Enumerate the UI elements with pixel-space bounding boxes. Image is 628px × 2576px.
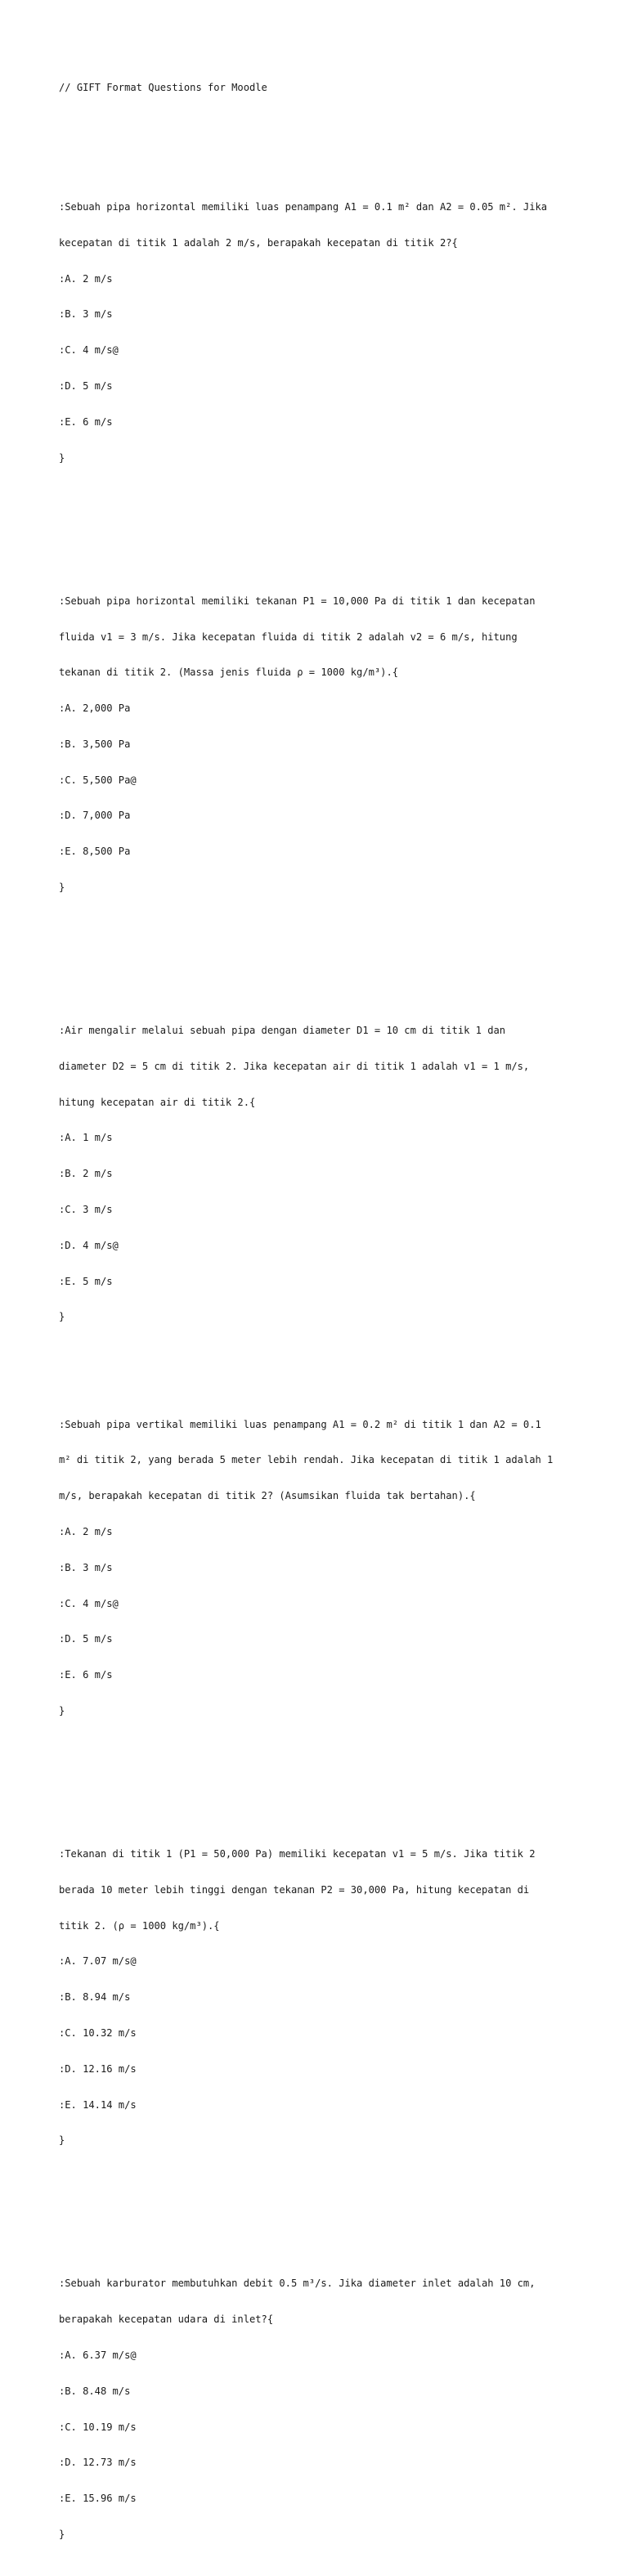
answer-option: :D. 5 m/s [59,1633,113,1645]
answer-option: :B. 3 m/s [59,1561,113,1573]
question-block [59,1395,582,1741]
question-stem-line: m/s, berapakah kecepatan di titik 2? (Asumsikan fluida tak bertahan).{ [59,1490,476,1502]
answer-option: :C. 3 m/s [59,1204,113,1215]
answer-option: :E. 15.96 m/s [59,2493,137,2505]
answer-option: :B. 8.48 m/s [59,2385,131,2397]
question-close-brace: } [59,1311,65,1323]
question-close-brace: } [59,2134,65,2147]
question-stem-line: :Tekanan di titik 1 (P1 = 50,000 Pa) memiliki kecepatan v1 = 5 m/s. Jika titik 2 [59,1848,536,1860]
answer-option: :D. 4 m/s@ [59,1239,119,1251]
answer-option: :A. 2,000 Pa [59,702,131,715]
answer-option: :E. 5 m/s [59,1275,113,1287]
question-block [59,572,582,918]
answer-option: :C. 5,500 Pa@ [59,774,137,786]
question-close-brace: } [59,1704,65,1717]
question-close-brace: } [59,451,65,464]
spacer [59,941,582,954]
question-stem-line: kecepatan di titik 1 adalah 2 m/s, berapakah kecepatan di titik 2?{ [59,236,458,249]
answer-option: :A. 6.37 m/s@ [59,2349,137,2361]
question-stem-line: :Sebuah pipa horizontal memiliki tekanan P1 = 10,000 Pa di titik 1 dan kecepatan [59,595,536,607]
question-stem-line: :Sebuah pipa vertikal memiliki luas penampang A1 = 0.2 m² di titik 1 dan A2 = 0.1 [59,1418,541,1430]
question-block [59,177,582,487]
answer-option: :E. 6 m/s [59,1669,113,1681]
answer-option: :A. 2 m/s [59,1526,113,1538]
answer-option: :B. 3,500 Pa [59,738,131,750]
answer-option: :C. 10.32 m/s [59,2026,137,2039]
question-stem-line: hitung kecepatan air di titik 2.{ [59,1096,256,1108]
answer-option: :E. 6 m/s [59,415,113,428]
answer-option: :A. 2 m/s [59,272,113,285]
answer-option: :B. 8.94 m/s [59,1991,131,2004]
question-close-brace: } [59,881,65,893]
document-header: // GIFT Format Questions for Moodle [59,82,267,94]
question-stem-line: titik 2. (ρ = 1000 kg/m³).{ [59,1919,220,1932]
answer-option: :C. 4 m/s@ [59,1597,119,1609]
answer-option: :D. 12.16 m/s [59,2062,137,2075]
answer-option: :D. 12.73 m/s [59,2457,137,2469]
answer-option: :B. 3 m/s [59,308,113,321]
answer-option: :C. 10.19 m/s [59,2421,137,2433]
question-stem-line: fluida v1 = 3 m/s. Jika kecepatan fluida di titik 2 adalah v2 = 6 m/s, hitung [59,631,518,643]
spacer [59,118,582,130]
question-stem-line: :Sebuah karburator membutuhkan debit 0.5 m³/s. Jika diameter inlet adalah 10 cm, [59,2278,536,2290]
question-stem-line: diameter D2 = 5 cm di titik 2. Jika kecepatan air di titik 1 adalah v1 = 1 m/s, [59,1060,530,1072]
question-stem-line: berada 10 meter lebih tinggi dengan tekanan P2 = 30,000 Pa, hitung kecepatan di [59,1883,530,1896]
document-page [59,58,582,2576]
spacer [59,2194,582,2206]
question-block [59,1824,582,2170]
spacer [59,1765,582,1777]
question-stem-line: :Sebuah pipa horizontal memiliki luas penampang A1 = 0.1 m² dan A2 = 0.05 m². Jika [59,201,548,213]
question-stem-line: m² di titik 2, yang berada 5 meter lebih rendah. Jika kecepatan di titik 1 adalah 1 [59,1454,554,1466]
answer-option: :B. 2 m/s [59,1168,113,1180]
answer-option: :E. 14.14 m/s [59,2098,137,2111]
answer-option: :E. 8,500 Pa [59,846,131,858]
answer-option: :D. 5 m/s [59,380,113,393]
question-stem-line: :Air mengalir melalui sebuah pipa dengan diameter D1 = 10 cm di titik 1 dan [59,1025,506,1037]
question-block [59,1001,582,1347]
answer-option: :D. 7,000 Pa [59,810,131,822]
answer-option: :A. 7.07 m/s@ [59,1955,137,1968]
answer-option: :A. 1 m/s [59,1132,113,1144]
question-close-brace: } [59,2528,65,2540]
question-block [59,2254,582,2564]
question-stem-line: tekanan di titik 2. (Massa jenis fluida ρ = 1000 kg/m³).{ [59,666,399,679]
answer-option: :C. 4 m/s@ [59,344,119,357]
spacer [59,512,582,524]
question-stem-line: berapakah kecepatan udara di inlet?{ [59,2313,274,2326]
